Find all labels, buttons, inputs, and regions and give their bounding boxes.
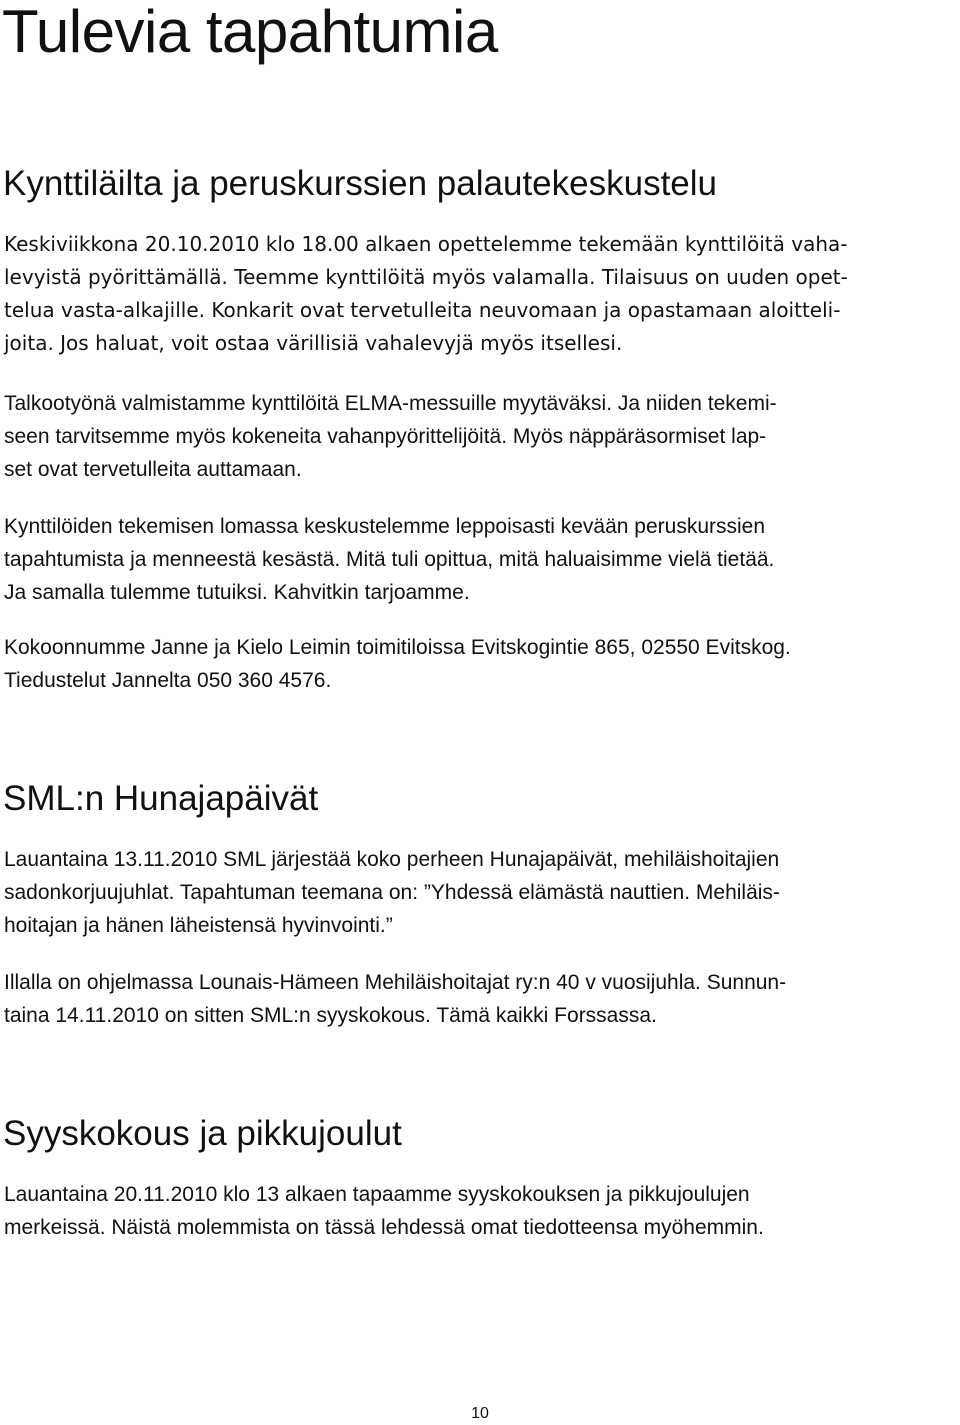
paragraph-line: taina 14.11.2010 on sitten SML:n syyskokous. Tämä kaikki Forssassa. [4,1004,657,1027]
paragraph-line: merkeissä. Näistä molemmista on tässä lehdessä omat tiedotteensa myöhemmin. [4,1216,764,1239]
paragraph-line: Keskiviikkona 20.10.2010 klo 18.00 alkaen opettelemme tekemään kynttilöitä vaha- [4,232,848,256]
paragraph [4,966,956,1032]
paragraph [4,228,956,360]
paragraph-line: levyistä pyörittämällä. Teemme kynttilöitä myös valamalla. Tilaisuus on uuden opet- [4,265,848,289]
paragraph [4,387,956,486]
paragraph-line: Kokoonnumme Janne ja Kielo Leimin toimitiloissa Evitskogintie 865, 02550 Evitskog. [4,636,791,659]
paragraph-line: Kynttilöiden tekemisen lomassa keskustelemme leppoisasti kevään peruskurssien [4,515,766,538]
paragraph-line: Lauantaina 20.11.2010 klo 13 alkaen tapaamme syyskokouksen ja pikkujoulujen [4,1183,750,1206]
paragraph-line: set ovat tervetulleita auttamaan. [4,458,302,481]
paragraph-line: Lauantaina 13.11.2010 SML järjestää koko perheen Hunajapäivät, mehiläishoitajien [4,848,780,871]
page-title: Tulevia tapahtumia [2,0,498,65]
paragraph-line: Tiedustelut Jannelta 050 360 4576. [4,669,332,692]
paragraph-line: Talkootyönä valmistamme kynttilöitä ELMA-messuille myytäväksi. Ja niiden tekemi- [4,392,777,415]
paragraph-line: Ja samalla tulemme tutuiksi. Kahvitkin tarjoamme. [4,581,470,604]
paragraph [4,843,956,942]
paragraph [4,1178,956,1244]
paragraph-line: seen tarvitsemme myös kokeneita vahanpyörittelijöitä. Myös näppäräsormiset lap- [4,425,767,448]
section-heading-kynttilailta: Kynttiläilta ja peruskurssien palautekeskustelu [3,164,717,203]
paragraph-line: tapahtumista ja menneestä kesästä. Mitä tuli opittua, mitä haluaisimme vielä tietää. [4,548,775,571]
section-heading-hunajapaivat: SML:n Hunajapäivät [3,779,319,818]
paragraph [4,510,956,609]
page-number: 10 [471,1405,489,1422]
paragraph-line: joita. Jos haluat, voit ostaa värillisiä vahalevyjä myös itsellesi. [4,331,623,355]
paragraph-line: telua vasta-alkajille. Konkarit ovat tervetulleita neuvomaan ja opastamaan aloitteli- [4,298,841,322]
paragraph [4,631,956,697]
paragraph-line: Illalla on ohjelmassa Lounais-Hämeen Mehiläishoitajat ry:n 40 v vuosijuhla. Sunnun- [4,971,787,994]
paragraph-line: sadonkorjuujuhlat. Tapahtuman teemana on: ”Yhdessä elämästä nauttien. Mehiläis- [4,881,780,904]
section-heading-syyskokous: Syyskokous ja pikkujoulut [3,1114,402,1153]
paragraph-line: hoitajan ja hänen läheistensä hyvinvointi.” [4,914,393,937]
